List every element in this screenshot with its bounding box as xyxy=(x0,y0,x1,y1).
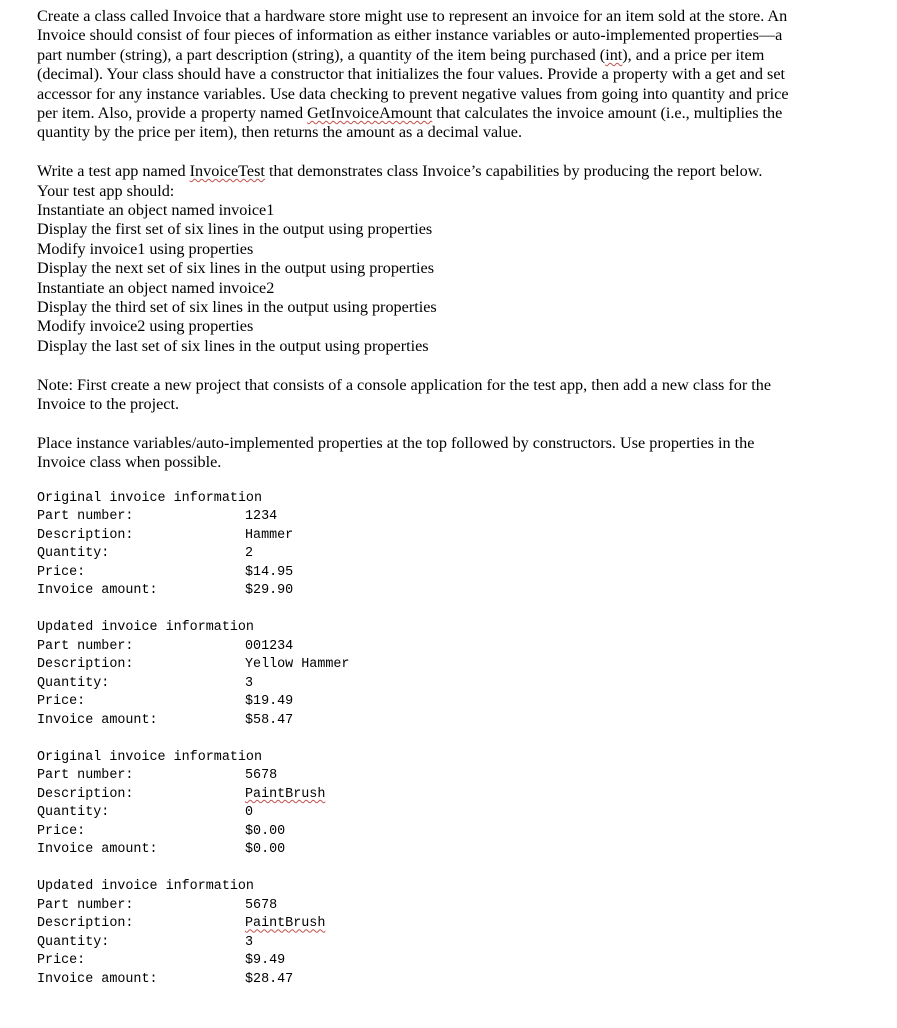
block-header xyxy=(37,490,857,509)
quantity-row xyxy=(37,934,857,953)
row-value: 5678 xyxy=(245,897,278,913)
text-line: Your test app should: xyxy=(37,181,175,200)
row-value: 2 xyxy=(245,546,254,562)
step-line: Display the third set of six lines in the output using properties xyxy=(37,298,437,317)
quantity-row xyxy=(37,675,857,694)
text-line: Invoice to the project. xyxy=(37,395,180,414)
invoice-block xyxy=(37,878,857,989)
text-segment: ), and a price per item xyxy=(622,45,765,64)
text-line: accessor for any instance variables. Use data checking to prevent negative values from going into quantity and price xyxy=(37,84,789,103)
text-segment: that calculates the invoice amount (i.e., multiplies the xyxy=(432,104,783,123)
row-label: Part number: xyxy=(37,509,134,525)
invoice-amount-row xyxy=(37,971,857,990)
spell-flagged-word: InvoiceTest xyxy=(189,162,265,181)
row-label: Invoice amount: xyxy=(37,971,158,987)
header-text: Updated invoice information xyxy=(37,879,254,895)
header-text: Original invoice information xyxy=(37,490,262,506)
row-value: $28.47 xyxy=(245,971,294,987)
text-segment: Write a test app named xyxy=(37,162,190,181)
paragraph-gap xyxy=(37,415,857,434)
paragraph-gap xyxy=(37,356,857,375)
row-value: 001234 xyxy=(245,638,294,654)
row-value: $14.95 xyxy=(245,564,294,580)
row-label: Quantity: xyxy=(37,805,110,821)
invoice-amount-row xyxy=(37,582,857,601)
price-row xyxy=(37,952,857,971)
row-label: Part number: xyxy=(37,897,134,913)
row-value: Hammer xyxy=(245,527,294,543)
spell-flagged-word: int xyxy=(605,45,623,64)
assignment-paragraph xyxy=(37,7,857,143)
block-header xyxy=(37,749,857,768)
text-segment: that demonstrates class Invoice’s capabilities by producing the report below. xyxy=(264,162,763,181)
text-line xyxy=(37,104,857,123)
row-value: 3 xyxy=(245,934,254,950)
test-app-paragraph xyxy=(37,162,857,356)
row-value: $0.00 xyxy=(245,823,286,839)
row-value: $58.47 xyxy=(245,712,294,728)
step-line: Display the next set of six lines in the output using properties xyxy=(37,259,434,278)
row-label: Part number: xyxy=(37,638,134,654)
row-label: Price: xyxy=(37,694,86,710)
step-line: Modify invoice1 using properties xyxy=(37,239,254,258)
row-label: Price: xyxy=(37,564,86,580)
row-label: Quantity: xyxy=(37,546,110,562)
paragraph-gap xyxy=(37,143,857,162)
text-line: quantity by the price per item), then returns the amount as a decimal value. xyxy=(37,123,523,142)
step-line: Instantiate an object named invoice2 xyxy=(37,278,275,297)
row-label: Description: xyxy=(37,916,134,932)
price-row xyxy=(37,823,857,842)
text-line: Create a class called Invoice that a hardware store might use to represent an invoice for an item sold at the store. An xyxy=(37,7,788,25)
text-line xyxy=(37,46,857,65)
text-line: Place instance variables/auto-implemented properties at the top followed by constructors. Use properties in the xyxy=(37,433,755,452)
row-value: 5678 xyxy=(245,768,278,784)
document-page xyxy=(37,7,857,989)
row-label: Quantity: xyxy=(37,934,110,950)
part-number-row xyxy=(37,638,857,657)
row-label: Invoice amount: xyxy=(37,842,158,858)
part-number-row xyxy=(37,508,857,527)
row-label: Quantity: xyxy=(37,675,110,691)
note-paragraph xyxy=(37,376,857,415)
header-text: Updated invoice information xyxy=(37,620,254,636)
price-row xyxy=(37,564,857,583)
row-label: Description: xyxy=(37,657,134,673)
description-row xyxy=(37,786,857,805)
text-segment: per item. Also, provide a property named xyxy=(37,104,308,123)
invoice-block xyxy=(37,749,857,860)
row-value: $29.90 xyxy=(245,583,294,599)
quantity-row xyxy=(37,804,857,823)
text-line: Invoice should consist of four pieces of information as either instance variables or auto-implemented properties—a xyxy=(37,26,783,45)
spell-flagged-word: PaintBrush xyxy=(245,916,326,932)
row-value: $19.49 xyxy=(245,694,294,710)
row-value: 1234 xyxy=(245,509,278,525)
step-line: Display the first set of six lines in the output using properties xyxy=(37,220,433,239)
description-row xyxy=(37,527,857,546)
spell-flagged-word: PaintBrush xyxy=(245,786,326,802)
row-label: Description: xyxy=(37,786,134,802)
step-line: Modify invoice2 using properties xyxy=(37,317,254,336)
text-line xyxy=(37,162,857,181)
step-line: Display the last set of six lines in the output using properties xyxy=(37,336,429,355)
price-row xyxy=(37,693,857,712)
header-text: Original invoice information xyxy=(37,749,262,765)
sample-output xyxy=(37,490,857,990)
block-header xyxy=(37,619,857,638)
step-line: Instantiate an object named invoice1 xyxy=(37,201,275,220)
row-value: 0 xyxy=(245,805,254,821)
quantity-row xyxy=(37,545,857,564)
description-row xyxy=(37,915,857,934)
block-header xyxy=(37,878,857,897)
row-label: Description: xyxy=(37,527,134,543)
description-row xyxy=(37,656,857,675)
row-label: Price: xyxy=(37,823,86,839)
text-line: (decimal). Your class should have a constructor that initializes the four values. Provide a property with a get and set xyxy=(37,65,786,84)
text-segment: part number (string), a part description (string), a quantity of the item being purchased ( xyxy=(37,45,606,64)
part-number-row xyxy=(37,767,857,786)
row-value: $0.00 xyxy=(245,842,286,858)
row-label: Part number: xyxy=(37,768,134,784)
row-label: Invoice amount: xyxy=(37,583,158,599)
invoice-amount-row xyxy=(37,712,857,731)
invoice-block xyxy=(37,619,857,730)
row-value: Yellow Hammer xyxy=(245,657,350,673)
invoice-block xyxy=(37,490,857,601)
row-label: Invoice amount: xyxy=(37,712,158,728)
placement-paragraph xyxy=(37,434,857,473)
invoice-amount-row xyxy=(37,841,857,860)
text-line: Invoice class when possible. xyxy=(37,453,222,472)
row-value: 3 xyxy=(245,675,254,691)
spell-flagged-word: GetInvoiceAmount xyxy=(307,104,433,123)
row-label: Price: xyxy=(37,953,86,969)
text-line: Note: First create a new project that consists of a console application for the test app, then add a new class for the xyxy=(37,375,772,394)
row-value: $9.49 xyxy=(245,953,286,969)
part-number-row xyxy=(37,897,857,916)
